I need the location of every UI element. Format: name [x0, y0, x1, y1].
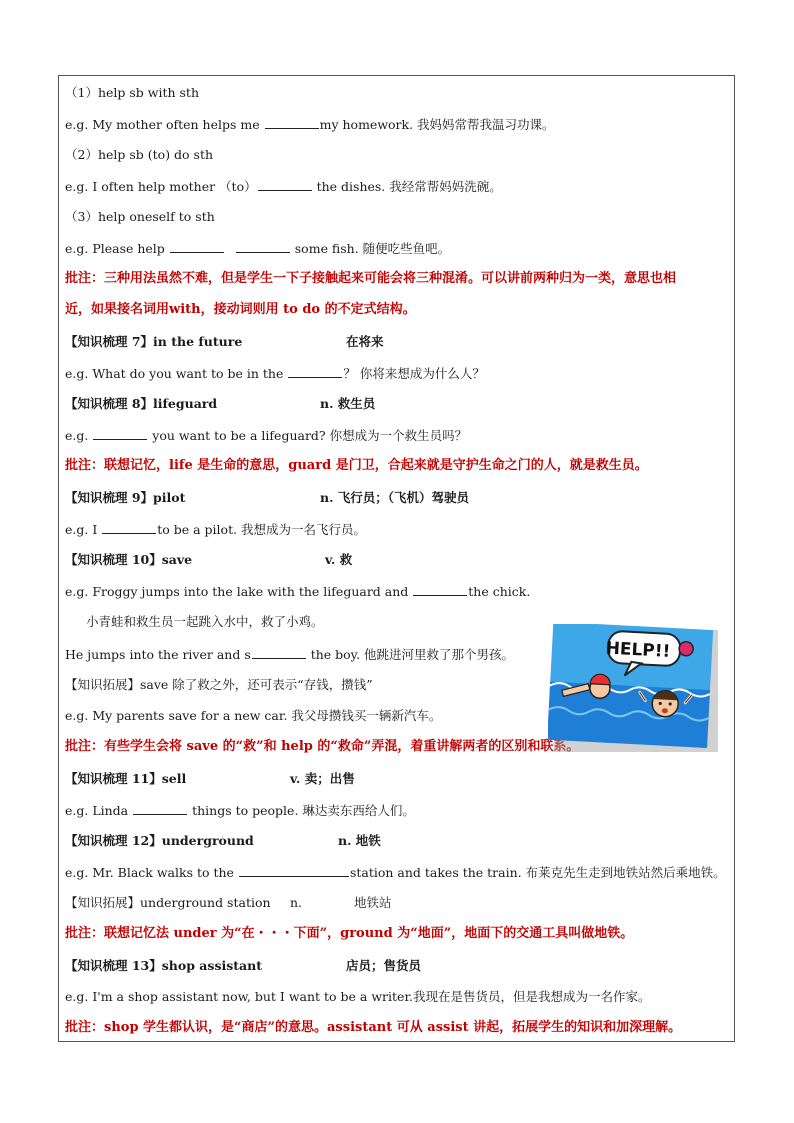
- example-line: e.g. My mother often helps me my homework. 我妈妈常帮我温习功课。: [65, 117, 555, 132]
- teacher-note: 批注：有些学生会将 save 的“救”和 help 的“救命”弄混，着重讲解两者的区别和联系。: [65, 739, 580, 754]
- answer-blank[interactable]: [239, 864, 349, 877]
- knowledge-extension: 【知识拓展】save 除了救之外，还可表示“存钱，攒钱”: [65, 677, 373, 692]
- teacher-note: 批注：联想记忆法 under 为“在・・・下面”，ground 为“地面”，地面下的交通工具叫做地铁。: [65, 926, 634, 941]
- usage-2: （2）help sb (to) do sth: [65, 147, 214, 162]
- answer-blank[interactable]: [102, 521, 156, 534]
- example-line: e.g. I often help mother （to） the dishes. 我经常帮妈妈洗碗。: [65, 179, 502, 194]
- knowledge-extension: 【知识拓展】underground station n. 地铁站: [65, 895, 392, 910]
- answer-blank[interactable]: [265, 116, 319, 129]
- example-line: e.g. Please help some fish. 随便吃些鱼吧。: [65, 241, 451, 256]
- knowledge-heading: 【知识梳理 8】lifeguard n. 救生员: [65, 396, 376, 411]
- teacher-note: 批注：联想记忆，life 是生命的意思，guard 是门卫，合起来就是守护生命之门的人，就是救生员。: [65, 458, 648, 473]
- answer-blank[interactable]: [133, 802, 187, 815]
- answer-blank[interactable]: [288, 365, 342, 378]
- example-line: e.g. I to be a pilot. 我想成为一名飞行员。: [65, 522, 367, 537]
- knowledge-heading: 【知识梳理 9】pilot n. 飞行员；（飞机）驾驶员: [65, 490, 470, 505]
- usage-1: （1）help sb with sth: [65, 85, 199, 100]
- answer-blank[interactable]: [170, 240, 224, 253]
- knowledge-heading: 【知识梳理 11】sell v. 卖；出售: [65, 771, 355, 786]
- knowledge-heading: 【知识梳理 13】shop assistant 店员；售货员: [65, 958, 422, 973]
- rescue-illustration: [548, 624, 718, 752]
- example-line: e.g. you want to be a lifeguard? 你想成为一个救生员吗？: [65, 428, 468, 443]
- example-line: e.g. What do you want to be in the ？ 你将来想成为什么人？: [65, 366, 485, 381]
- answer-blank[interactable]: [413, 583, 467, 596]
- example-line: He jumps into the river and s the boy. 他跳进河里救了那个男孩。: [65, 647, 515, 662]
- translation-line: 小青蛙和救生员一起跳入水中，救了小鸡。: [86, 614, 324, 629]
- teacher-note: 批注：shop 学生都认识，是“商店”的意思。assistant 可从 assist 讲起，拓展学生的知识和加深理解。: [65, 1020, 682, 1035]
- answer-blank[interactable]: [258, 178, 312, 191]
- example-line: e.g. Mr. Black walks to the station and takes the train. 布莱克先生走到地铁站然后乘地铁。: [65, 865, 726, 880]
- answer-blank[interactable]: [252, 646, 306, 659]
- example-line: e.g. My parents save for a new car. 我父母攒钱买一辆新汽车。: [65, 708, 442, 723]
- knowledge-heading: 【知识梳理 7】in the future 在将来: [65, 334, 384, 349]
- usage-3: （3）help oneself to sth: [65, 209, 215, 224]
- teacher-note: 近，如果接名词用with，接动词则用 to do 的不定式结构。: [65, 302, 416, 317]
- example-line: e.g. I'm a shop assistant now, but I want to be a writer.我现在是售货员，但是我想成为一名作家。: [65, 989, 651, 1004]
- knowledge-heading: 【知识梳理 12】underground n. 地铁: [65, 833, 381, 848]
- answer-blank[interactable]: [93, 427, 147, 440]
- answer-blank[interactable]: [236, 240, 290, 253]
- example-line: e.g. Linda things to people. 琳达卖东西给人们。: [65, 803, 415, 818]
- example-line: e.g. Froggy jumps into the lake with the lifeguard and the chick.: [65, 584, 531, 599]
- help-text: HELP!!: [605, 638, 671, 662]
- knowledge-heading: 【知识梳理 10】save v. 救: [65, 552, 353, 567]
- teacher-note: 批注：三种用法虽然不难，但是学生一下子接触起来可能会将三种混淆。可以讲前两种归为一类，意思也相: [65, 271, 677, 286]
